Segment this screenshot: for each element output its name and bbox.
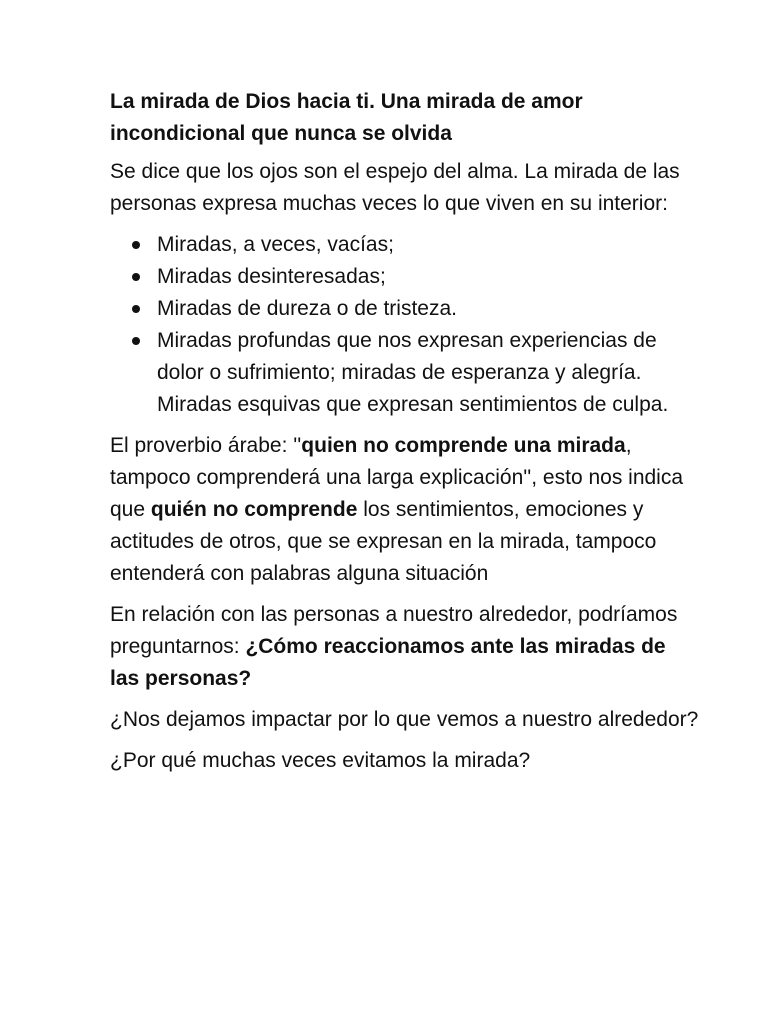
list-item-text: Miradas profundas que nos expresan experiencias de dolor o sufrimiento; miradas de esperanza y alegría. Miradas esquivas que expresan sentimientos de culpa. (157, 329, 669, 416)
gaze-list (110, 229, 700, 421)
proverb-paragraph (110, 430, 700, 590)
proverb-text-2: , tampoco comprenderá una larga explicación'', esto nos indica que (110, 434, 684, 521)
document-title: La mirada de Dios hacia ti. Una mirada de amor incondicional que nunca se olvida (110, 90, 583, 145)
list-item (110, 229, 700, 261)
list-item (110, 261, 700, 293)
relation-paragraph (110, 599, 700, 695)
list-item (110, 293, 700, 325)
bullet-icon (132, 241, 140, 249)
list-item-text: Miradas, a veces, vacías; (157, 233, 394, 256)
proverb-text-1: El proverbio árabe: '' (110, 434, 302, 457)
proverb-emphasis-1: quien no comprende una mirada (301, 434, 626, 457)
document-page (110, 86, 700, 786)
proverb-text-3: los sentimientos, emociones y actitudes de otros, que se expresan en la mirada, tampoco entenderá con palabras alguna situación (110, 498, 657, 585)
list-item (110, 325, 700, 421)
bullet-icon (132, 273, 140, 281)
bullet-icon (132, 305, 140, 313)
proverb-emphasis-2: quién no comprende (150, 498, 358, 521)
intro-paragraph: Se dice que los ojos son el espejo del alma. La mirada de las personas expresa muchas veces lo que viven en su interior: (110, 160, 680, 215)
list-item-text: Miradas de dureza o de tristeza. (157, 297, 457, 320)
relation-question: ¿Cómo reaccionamos ante las miradas de las personas? (110, 635, 666, 690)
bullet-icon (132, 337, 140, 345)
relation-text: En relación con las personas a nuestro alrededor, podríamos preguntarnos: (110, 603, 678, 658)
question-paragraph-2: ¿Por qué muchas veces evitamos la mirada? (110, 749, 531, 772)
list-item-text: Miradas desinteresadas; (157, 265, 386, 288)
question-paragraph-1: ¿Nos dejamos impactar por lo que vemos a nuestro alrededor? (110, 708, 699, 731)
